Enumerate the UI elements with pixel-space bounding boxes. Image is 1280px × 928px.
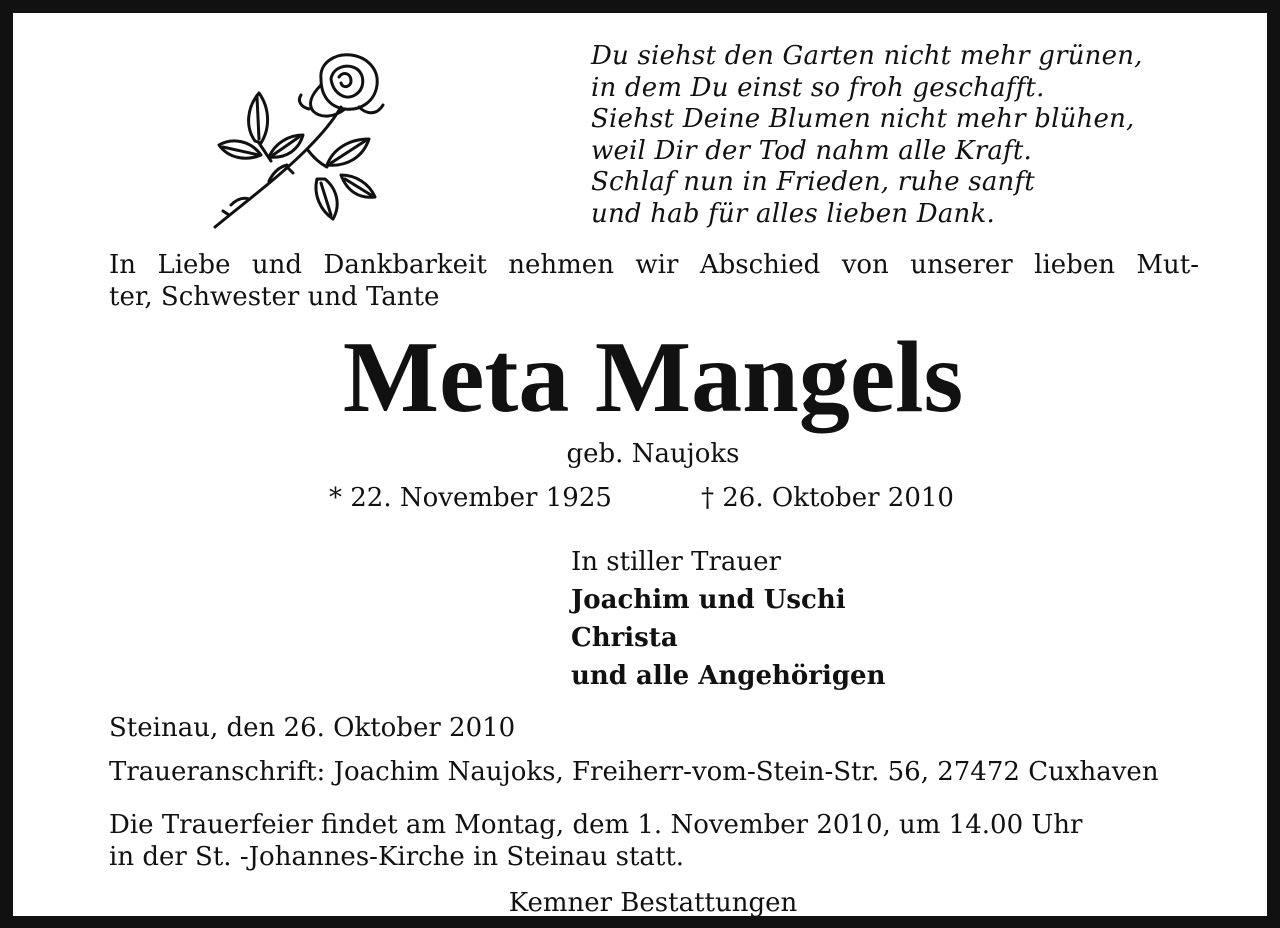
poem-line: Du siehst den Garten nicht mehr grünen, bbox=[591, 41, 1143, 71]
death-date: † 26. Oktober 2010 bbox=[701, 483, 954, 513]
mourners-heading: In stiller Trauer bbox=[571, 547, 781, 577]
service-line: in der St. -Johannes-Kirche in Steinau statt. bbox=[109, 842, 685, 872]
birth-date: * 22. November 1925 bbox=[329, 483, 612, 513]
deceased-name bbox=[13, 323, 1280, 433]
mourner-name: Christa bbox=[571, 623, 678, 653]
poem-line: in dem Du einst so froh geschafft. bbox=[591, 72, 1045, 103]
undertaker-text: Kemner Bestattungen bbox=[508, 888, 798, 918]
place-date: Steinau, den 26. Oktober 2010 bbox=[109, 713, 516, 743]
poem-line: und hab für alles lieben Dank. bbox=[591, 198, 995, 229]
mourners bbox=[571, 543, 885, 695]
mourning-address: Traueranschrift: Joachim Naujoks, Freiherr-vom-Stein-Str. 56, 27472 Cuxhaven bbox=[109, 757, 1159, 787]
maiden-name: geb. Naujoks bbox=[566, 439, 740, 469]
mourner-name: und alle Angehörigen bbox=[571, 661, 886, 691]
mourner-name: Joachim und Uschi bbox=[571, 585, 846, 615]
deceased-name-text: Meta Mangels bbox=[342, 321, 964, 434]
poem-line: weil Dir der Tod nahm alle Kraft. bbox=[591, 135, 1032, 166]
service-line: Die Trauerfeier findet am Montag, dem 1. November 2010, um 14.00 Uhr bbox=[109, 810, 1083, 840]
rose-icon bbox=[209, 49, 389, 234]
funeral-service bbox=[109, 809, 1082, 873]
undertaker bbox=[13, 886, 1280, 920]
intro-text bbox=[109, 249, 1199, 313]
poem-line: Siehst Deine Blumen nicht mehr blühen, bbox=[591, 104, 1135, 134]
poem-line: Schlaf nun in Frieden, ruhe sanft bbox=[591, 167, 1035, 197]
intro-line: In Liebe und Dankbarkeit nehmen wir Abschied von unserer lieben Mut- bbox=[109, 250, 1199, 280]
intro-line: ter, Schwester und Tante bbox=[109, 282, 440, 312]
poem bbox=[591, 41, 1143, 230]
